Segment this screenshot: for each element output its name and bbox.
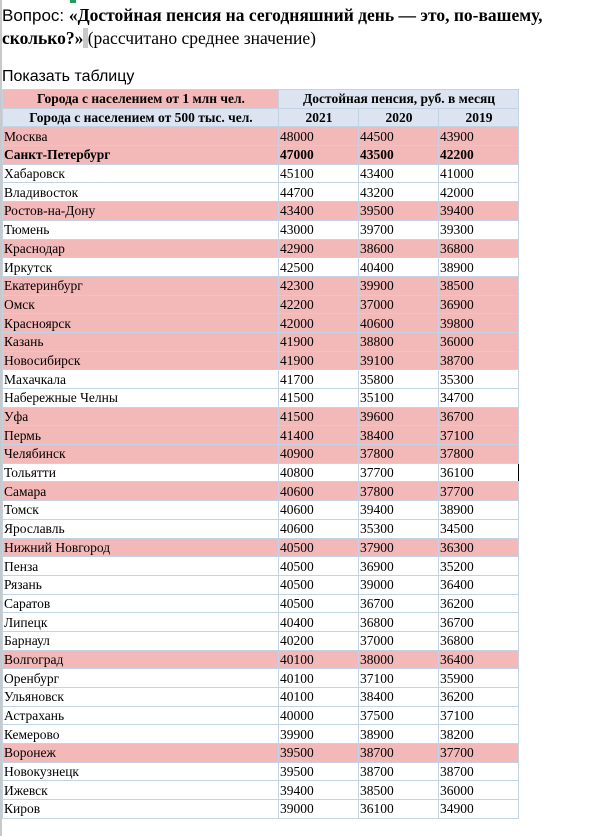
value-2020-cell[interactable]: 37700 [359,463,439,482]
value-2021-cell[interactable]: 42300 [279,276,359,295]
value-2019-cell[interactable]: 38900 [439,501,519,520]
value-2019-cell[interactable]: 34900 [439,800,519,819]
value-2020-cell[interactable]: 37000 [359,631,439,650]
value-2021-cell[interactable]: 41900 [279,332,359,351]
show-table-link[interactable]: Показать таблицу [2,68,135,85]
table-row [3,258,519,277]
value-2019-cell[interactable]: 43900 [439,127,519,146]
city-cell[interactable]: Владивосток [3,183,279,202]
value-2019-cell[interactable]: 36200 [439,594,519,613]
city-cell[interactable]: Казань [3,332,279,351]
value-2021-cell[interactable]: 41400 [279,426,359,445]
city-cell[interactable]: Пенза [3,557,279,576]
table-row [3,800,519,819]
value-2019-cell[interactable]: 36400 [439,575,519,594]
value-2019-cell[interactable]: 37100 [439,426,519,445]
table-header-row-1 [3,90,519,109]
table-row [3,183,519,202]
table-row [3,575,519,594]
value-2020-cell[interactable]: 40400 [359,258,439,277]
table-row [3,538,519,557]
city-cell[interactable]: Хабаровск [3,164,279,183]
value-2021-cell[interactable]: 47000 [279,146,359,165]
value-2020-cell[interactable]: 38800 [359,332,439,351]
value-2021-cell[interactable]: 40000 [279,706,359,725]
table-row [3,332,519,351]
value-2019-cell[interactable]: 36300 [439,538,519,557]
value-2020-cell[interactable]: 36800 [359,613,439,632]
value-2021-cell[interactable]: 40400 [279,613,359,632]
value-2020-cell[interactable]: 37500 [359,706,439,725]
city-cell[interactable]: Самара [3,482,279,501]
value-2020-cell[interactable]: 43500 [359,146,439,165]
value-2021-cell[interactable]: 40800 [279,463,359,482]
city-cell[interactable]: Барнаул [3,631,279,650]
city-cell[interactable]: Челябинск [3,445,279,464]
value-2019-cell[interactable]: 35900 [439,669,519,688]
table-row [3,314,519,333]
value-2019-cell[interactable]: 36400 [439,650,519,669]
table-row [3,631,519,650]
question-text: «Достойная пенсия на сегодняшний день — это, по-вашему, сколько?» [2,5,543,48]
city-cell[interactable]: Оренбург [3,669,279,688]
city-cell[interactable]: Новосибирск [3,351,279,370]
table-row [3,164,519,183]
value-2020-cell[interactable]: 38600 [359,239,439,258]
value-2021-cell[interactable]: 40600 [279,482,359,501]
table-row [3,351,519,370]
table-row [3,426,519,445]
city-cell[interactable]: Уфа [3,407,279,426]
value-2020-cell[interactable]: 44500 [359,127,439,146]
value-2020-cell[interactable]: 38400 [359,426,439,445]
question-note: (рассчитано среднее значение) [87,28,316,48]
value-2019-cell[interactable]: 41000 [439,164,519,183]
value-2021-cell[interactable]: 39500 [279,762,359,781]
value-2020-cell[interactable]: 39000 [359,575,439,594]
value-2021-cell[interactable]: 40500 [279,538,359,557]
city-cell[interactable]: Красноярск [3,314,279,333]
table-row [3,220,519,239]
city-cell[interactable]: Краснодар [3,239,279,258]
table-row [3,650,519,669]
value-2020-cell[interactable]: 36100 [359,800,439,819]
value-2021-cell[interactable]: 40900 [279,445,359,464]
value-2021-cell[interactable]: 42000 [279,314,359,333]
value-2021-cell[interactable]: 40500 [279,594,359,613]
value-2020-cell[interactable]: 38900 [359,725,439,744]
city-cell[interactable]: Москва [3,127,279,146]
value-2019-cell[interactable]: 36700 [439,407,519,426]
city-cell[interactable]: Воронеж [3,744,279,763]
table-row [3,295,519,314]
table-row [3,688,519,707]
value-2019-cell[interactable]: 35300 [439,370,519,389]
value-2021-cell[interactable]: 40100 [279,650,359,669]
value-2020-cell[interactable]: 35100 [359,389,439,408]
value-2020-cell[interactable]: 38000 [359,650,439,669]
value-2020-cell[interactable]: 39700 [359,220,439,239]
value-2019-cell[interactable]: 36100 [439,463,519,482]
city-cell[interactable]: Ижевск [3,781,279,800]
value-2020-cell[interactable]: 39900 [359,276,439,295]
value-2021-cell[interactable]: 40200 [279,631,359,650]
value-2020-cell[interactable]: 38500 [359,781,439,800]
table-row [3,445,519,464]
value-2021-cell[interactable]: 40100 [279,669,359,688]
value-2021-cell[interactable]: 44700 [279,183,359,202]
question-block [2,4,602,49]
table-row [3,202,519,221]
table-row [3,501,519,520]
value-2021-cell[interactable]: 45100 [279,164,359,183]
value-2019-cell[interactable]: 42000 [439,183,519,202]
value-2021-cell[interactable]: 40500 [279,575,359,594]
table-row [3,463,519,482]
value-2019-cell[interactable]: 36000 [439,332,519,351]
year-header-2020: 2020 [359,108,439,127]
table-row [3,557,519,576]
header-group-pension: Достойная пенсия, руб. в месяц [279,90,519,109]
value-2019-cell[interactable]: 38200 [439,725,519,744]
value-2019-cell[interactable]: 36700 [439,613,519,632]
value-2020-cell[interactable]: 39600 [359,407,439,426]
value-2021-cell[interactable]: 42500 [279,258,359,277]
value-2019-cell[interactable]: 36800 [439,239,519,258]
value-2021-cell[interactable]: 39000 [279,800,359,819]
table-row [3,706,519,725]
city-cell[interactable]: Астрахань [3,706,279,725]
value-2019-cell[interactable]: 37700 [439,482,519,501]
value-2019-cell[interactable]: 37700 [439,744,519,763]
city-cell[interactable]: Иркутск [3,258,279,277]
value-2019-cell[interactable]: 38700 [439,762,519,781]
value-2019-cell[interactable]: 37800 [439,445,519,464]
table-row [3,613,519,632]
table-row [3,781,519,800]
value-2020-cell[interactable]: 35300 [359,519,439,538]
value-2020-cell[interactable]: 37900 [359,538,439,557]
city-cell[interactable]: Липецк [3,613,279,632]
table-row [3,276,519,295]
table-row [3,482,519,501]
value-2020-cell[interactable]: 37800 [359,482,439,501]
value-2019-cell[interactable]: 42200 [439,146,519,165]
value-2021-cell[interactable]: 43000 [279,220,359,239]
table-row [3,762,519,781]
value-2021-cell[interactable]: 40500 [279,557,359,576]
value-2019-cell[interactable]: 39800 [439,314,519,333]
value-2020-cell[interactable]: 38700 [359,762,439,781]
value-2019-cell[interactable]: 34500 [439,519,519,538]
value-2021-cell[interactable]: 40600 [279,519,359,538]
city-cell[interactable]: Ульяновск [3,688,279,707]
value-2021-cell[interactable]: 48000 [279,127,359,146]
table-body [3,127,519,818]
value-2020-cell[interactable]: 39100 [359,351,439,370]
value-2021-cell[interactable]: 40100 [279,688,359,707]
top-marker [70,0,76,3]
city-cell[interactable]: Саратов [3,594,279,613]
value-2020-cell[interactable]: 37800 [359,445,439,464]
city-cell[interactable]: Пермь [3,426,279,445]
city-cell[interactable]: Тольятти [3,463,279,482]
value-2021-cell[interactable]: 39500 [279,744,359,763]
value-2021-cell[interactable]: 39400 [279,781,359,800]
value-2021-cell[interactable]: 42900 [279,239,359,258]
value-2020-cell[interactable]: 39400 [359,501,439,520]
value-2019-cell[interactable]: 38700 [439,351,519,370]
value-2019-cell[interactable]: 36000 [439,781,519,800]
table-row [3,127,519,146]
city-cell[interactable]: Санкт-Петербург [3,146,279,165]
table-row [3,146,519,165]
table-row [3,239,519,258]
value-2020-cell[interactable]: 35800 [359,370,439,389]
value-2020-cell[interactable]: 39500 [359,202,439,221]
city-cell[interactable]: Набережные Челны [3,389,279,408]
year-header-2019: 2019 [439,108,519,127]
value-2020-cell[interactable]: 37100 [359,669,439,688]
table-row [3,389,519,408]
city-cell[interactable]: Нижний Новгород [3,538,279,557]
value-2021-cell[interactable]: 41500 [279,389,359,408]
value-2021-cell[interactable]: 41700 [279,370,359,389]
city-cell[interactable]: Ростов-на-Дону [3,202,279,221]
city-cell[interactable]: Волгоград [3,650,279,669]
value-2019-cell[interactable]: 36200 [439,688,519,707]
value-2020-cell[interactable]: 38400 [359,688,439,707]
city-cell[interactable]: Екатеринбург [3,276,279,295]
value-2019-cell[interactable]: 38900 [439,258,519,277]
value-2020-cell[interactable]: 40600 [359,314,439,333]
value-2020-cell[interactable]: 43400 [359,164,439,183]
city-cell[interactable]: Тюмень [3,220,279,239]
table-row [3,519,519,538]
value-2021-cell[interactable]: 41500 [279,407,359,426]
table-row [3,669,519,688]
city-cell[interactable]: Омск [3,295,279,314]
city-cell[interactable]: Киров [3,800,279,819]
value-2020-cell[interactable]: 36700 [359,594,439,613]
value-2020-cell[interactable]: 38700 [359,744,439,763]
table-row [3,744,519,763]
value-2021-cell[interactable]: 41900 [279,351,359,370]
city-cell[interactable]: Ярославль [3,519,279,538]
pension-table [2,89,519,819]
table-row [3,407,519,426]
city-cell[interactable]: Махачкала [3,370,279,389]
value-2021-cell[interactable]: 39900 [279,725,359,744]
question-lead: Вопрос: [2,6,69,25]
year-header-2021: 2021 [279,108,359,127]
city-cell[interactable]: Томск [3,501,279,520]
table-row [3,594,519,613]
legend-small-cities: Города с населением от 500 тыс. чел. [3,108,279,127]
table-header-row-2 [3,108,519,127]
city-cell[interactable]: Кемерово [3,725,279,744]
value-2021-cell[interactable]: 43400 [279,202,359,221]
legend-big-cities: Города с населением от 1 млн чел. [3,90,279,109]
value-2019-cell[interactable]: 38500 [439,276,519,295]
value-2019-cell[interactable]: 39300 [439,220,519,239]
value-2020-cell[interactable]: 36900 [359,557,439,576]
value-2019-cell[interactable]: 39400 [439,202,519,221]
value-2020-cell[interactable]: 43200 [359,183,439,202]
city-cell[interactable]: Новокузнецк [3,762,279,781]
table-row [3,725,519,744]
value-2019-cell[interactable]: 37100 [439,706,519,725]
value-2019-cell[interactable]: 35200 [439,557,519,576]
city-cell[interactable]: Рязань [3,575,279,594]
value-2021-cell[interactable]: 40600 [279,501,359,520]
value-2020-cell[interactable]: 37000 [359,295,439,314]
value-2019-cell[interactable]: 36800 [439,631,519,650]
value-2021-cell[interactable]: 42200 [279,295,359,314]
value-2019-cell[interactable]: 34700 [439,389,519,408]
value-2019-cell[interactable]: 36900 [439,295,519,314]
table-row [3,370,519,389]
